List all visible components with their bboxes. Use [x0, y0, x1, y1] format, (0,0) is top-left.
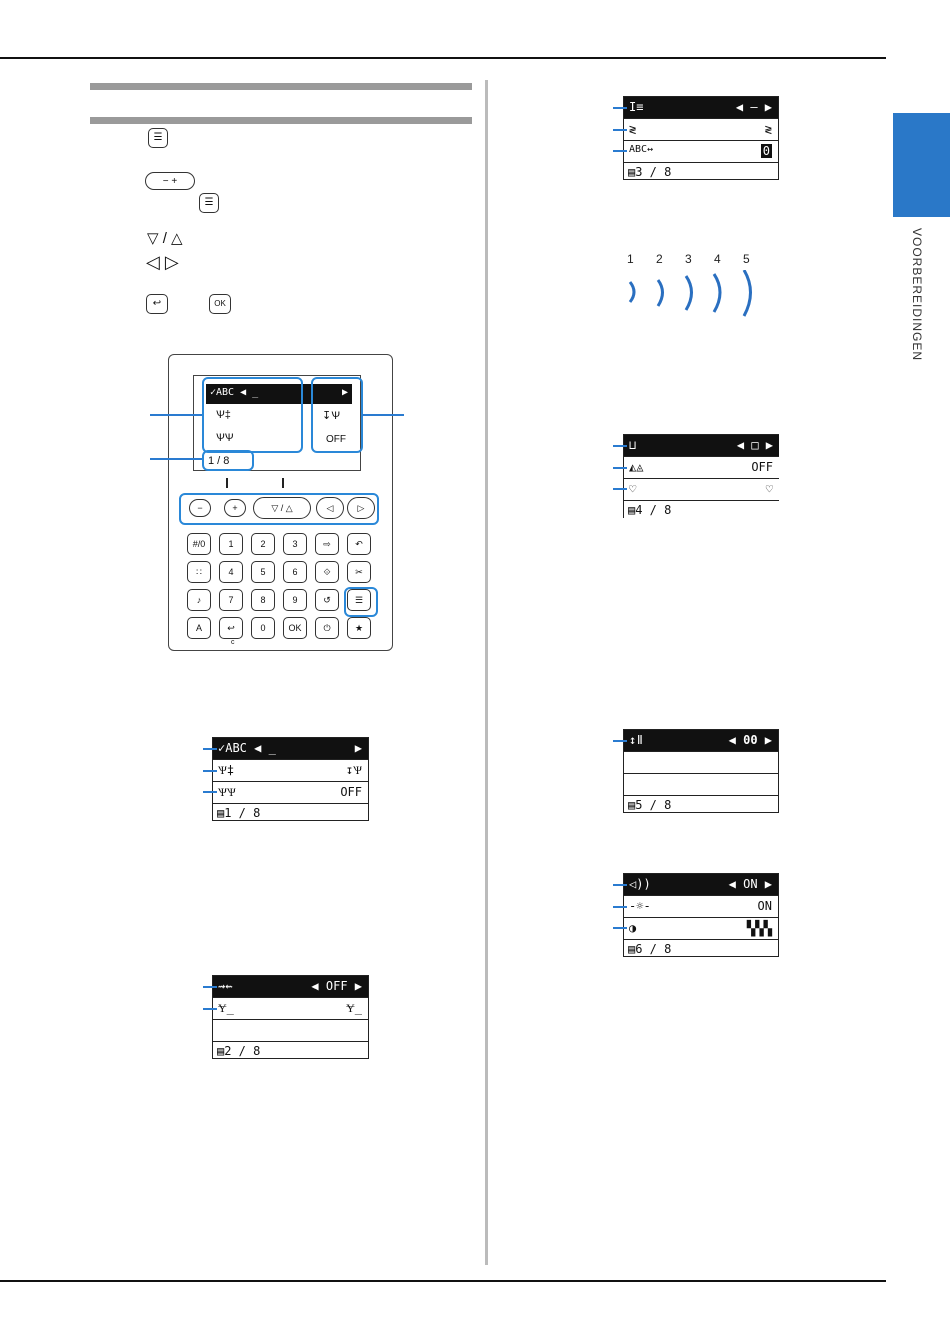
s4-callout-3	[613, 488, 627, 490]
s4-callout-1	[613, 445, 627, 447]
tension-curve-1	[630, 282, 634, 302]
heading-band-top	[90, 83, 472, 90]
panel-key-12[interactable]: ♪	[187, 589, 211, 611]
s4-callout-2	[613, 467, 627, 469]
s3-row1-right: ◀ – ▶	[735, 100, 772, 114]
panel-right-key[interactable]: ▷	[347, 497, 375, 519]
ok-key-icon: OK	[209, 294, 231, 314]
s2-row1-right: ◀ OFF ▶	[311, 979, 362, 993]
s5-row1-left: ↕ǁ	[629, 733, 644, 747]
s6-footer: 6 / 8	[635, 942, 672, 956]
tension-label-4: 4	[714, 252, 721, 266]
panel-key-9[interactable]: 6	[283, 561, 307, 583]
back-key-icon: ↩	[146, 294, 168, 314]
s2-row2-right: Ɏ_	[346, 1001, 362, 1015]
panel-key-8[interactable]: 5	[251, 561, 275, 583]
lcd-screen-page-3	[623, 96, 779, 180]
settings-key-icon-2: ☰	[199, 193, 219, 213]
panel-tick-2	[282, 478, 284, 488]
tension-curves	[620, 270, 765, 320]
panel-key-17[interactable]: ☰	[347, 589, 371, 611]
lcd-screen-page-6	[623, 873, 779, 957]
panel-key-0[interactable]: #/0	[187, 533, 211, 555]
s6-row2-left: -☼-	[629, 899, 651, 913]
lcd-screen-page-5	[623, 729, 779, 813]
s2-callout-2	[203, 1008, 217, 1010]
s1-row2-left: Ѱ‡	[218, 763, 235, 777]
s3-callout-2	[613, 129, 627, 131]
tension-label-5: 5	[743, 252, 750, 266]
s3-row3-right: 0	[762, 144, 770, 158]
panel-row1-left: ✓ABC ◀ _	[210, 387, 259, 398]
panel-highlight-footer	[202, 450, 254, 471]
panel-key-5[interactable]: ↶	[347, 533, 371, 555]
panel-row2-right: ↧Ѱ	[322, 410, 340, 422]
s3-row3-left: ABC↔	[629, 144, 654, 155]
heading-band-bottom	[90, 117, 472, 124]
s1-row3-right: OFF	[340, 785, 362, 799]
panel-key-21[interactable]: OK	[283, 617, 307, 639]
s1-footer: 1 / 8	[224, 806, 261, 820]
panel-footer: 1 / 8	[208, 455, 230, 467]
lcd-screen-page-4	[623, 434, 779, 518]
s6-callout-2	[613, 906, 627, 908]
panel-row3-left: ѰѰ	[216, 432, 234, 444]
column-divider	[485, 80, 488, 1265]
panel-key-10[interactable]: ⟐	[315, 561, 339, 583]
control-panel	[168, 354, 393, 651]
panel-key-23[interactable]: ★	[347, 617, 371, 639]
left-right-key-icon: ◁ ▷	[146, 252, 179, 272]
panel-updown-key[interactable]: ▽ / △	[253, 497, 311, 519]
s2-callout-1	[203, 986, 217, 988]
s5-row1-right: ◀ 00 ▶	[728, 733, 772, 747]
panel-key-15[interactable]: 9	[283, 589, 307, 611]
s4-footer-icon: ▤	[628, 503, 636, 517]
s1-row1-left: ✓ABC ◀ _	[218, 741, 276, 755]
panel-key-13[interactable]: 7	[219, 589, 243, 611]
s6-callout-1	[613, 884, 627, 886]
panel-row3-right: OFF	[326, 434, 346, 445]
panel-highlight-right	[311, 377, 363, 453]
panel-tick-1	[226, 478, 228, 488]
tension-curve-4	[714, 274, 720, 312]
panel-key-14[interactable]: 8	[251, 589, 275, 611]
panel-minus-key[interactable]: −	[189, 499, 211, 517]
panel-key-11[interactable]: ✂	[347, 561, 371, 583]
s4-row1-left: ⊔	[629, 438, 637, 452]
tension-curve-5	[744, 270, 751, 316]
panel-c-label: c	[231, 639, 235, 646]
tension-label-1: 1	[627, 252, 634, 266]
panel-key-20[interactable]: 0	[251, 617, 275, 639]
tension-curve-3	[686, 276, 692, 310]
panel-highlight-settings-key	[344, 587, 378, 617]
panel-callout-right	[362, 414, 404, 416]
s1-footer-icon: ▤	[217, 806, 225, 820]
panel-key-19[interactable]: ↩	[219, 617, 243, 639]
s1-callout-3	[203, 791, 217, 793]
tension-label-3: 3	[685, 252, 692, 266]
s4-row2-right: OFF	[751, 460, 773, 474]
panel-left-key[interactable]: ◁	[316, 497, 344, 519]
s4-row3-right: ♡	[765, 482, 773, 496]
panel-key-22[interactable]: ⏻	[315, 617, 339, 639]
s6-row1-left: ◁))	[629, 877, 651, 891]
lcd-screen-page-2	[212, 975, 369, 1059]
tension-label-2: 2	[656, 252, 663, 266]
panel-plus-key[interactable]: +	[224, 499, 246, 517]
s3-row1-left: I≡	[629, 100, 644, 114]
panel-key-7[interactable]: 4	[219, 561, 243, 583]
s2-footer-icon: ▤	[217, 1044, 225, 1058]
s1-row3-left: ѰѰ	[218, 785, 236, 799]
settings-key-icon: ☰	[148, 128, 168, 148]
down-up-key-icon: ▽ / △	[147, 230, 183, 247]
s5-callout-1	[613, 740, 627, 742]
s1-row2-right: ↧Ѱ	[345, 763, 362, 777]
s3-row2-right: ≷	[764, 122, 772, 136]
panel-row2-left: Ѱ‡	[216, 409, 231, 421]
s1-callout-1	[203, 748, 217, 750]
s1-callout-2	[203, 770, 217, 772]
tension-curve-2	[658, 280, 663, 306]
s4-row2-left: ◭◬	[629, 460, 644, 474]
panel-highlight-left	[202, 377, 303, 453]
s3-footer-icon: ▤	[628, 165, 636, 179]
panel-key-2[interactable]: 2	[251, 533, 275, 555]
panel-key-1[interactable]: 1	[219, 533, 243, 555]
s1-row1-right: ▶	[354, 741, 362, 755]
s3-footer: 3 / 8	[635, 165, 672, 179]
s6-row1-right: ◀ ON ▶	[728, 877, 772, 891]
panel-callout-left-2	[150, 458, 202, 460]
panel-callout-left-1	[150, 414, 202, 416]
chapter-tab	[893, 113, 950, 217]
lcd-screen-page-1	[212, 737, 369, 821]
s6-row3-right: ▚▚▚	[746, 921, 772, 937]
top-rule	[0, 57, 886, 59]
s2-row1-left: ⇝⇜	[218, 979, 233, 993]
panel-key-16[interactable]: ↺	[315, 589, 339, 611]
s3-callout-3	[613, 150, 627, 152]
s2-row2-left: Ɏ_	[218, 1001, 234, 1015]
s4-row1-right: ◀ □ ▶	[736, 438, 773, 452]
s3-row2-left: ≷	[629, 122, 637, 136]
s6-callout-3	[613, 927, 627, 929]
minus-plus-key-icon: − +	[145, 172, 195, 190]
s6-row3-left: ◑	[629, 921, 637, 935]
s4-row3-left: ♡	[629, 482, 637, 496]
s4-footer: 4 / 8	[635, 503, 672, 517]
bottom-rule	[0, 1280, 886, 1282]
s6-footer-icon: ▤	[628, 942, 636, 956]
panel-row1-right: ▶	[341, 387, 348, 398]
s5-footer: 5 / 8	[635, 798, 672, 812]
panel-key-3[interactable]: 3	[283, 533, 307, 555]
chapter-label: VOORBEREIDINGEN	[910, 228, 924, 362]
s6-row2-right: ON	[757, 899, 772, 913]
panel-key-6[interactable]: ∷	[187, 561, 211, 583]
s2-footer: 2 / 8	[224, 1044, 261, 1058]
panel-key-18[interactable]: A	[187, 617, 211, 639]
panel-key-4[interactable]: ⇨	[315, 533, 339, 555]
s3-callout-1	[613, 107, 627, 109]
s5-footer-icon: ▤	[628, 798, 636, 812]
